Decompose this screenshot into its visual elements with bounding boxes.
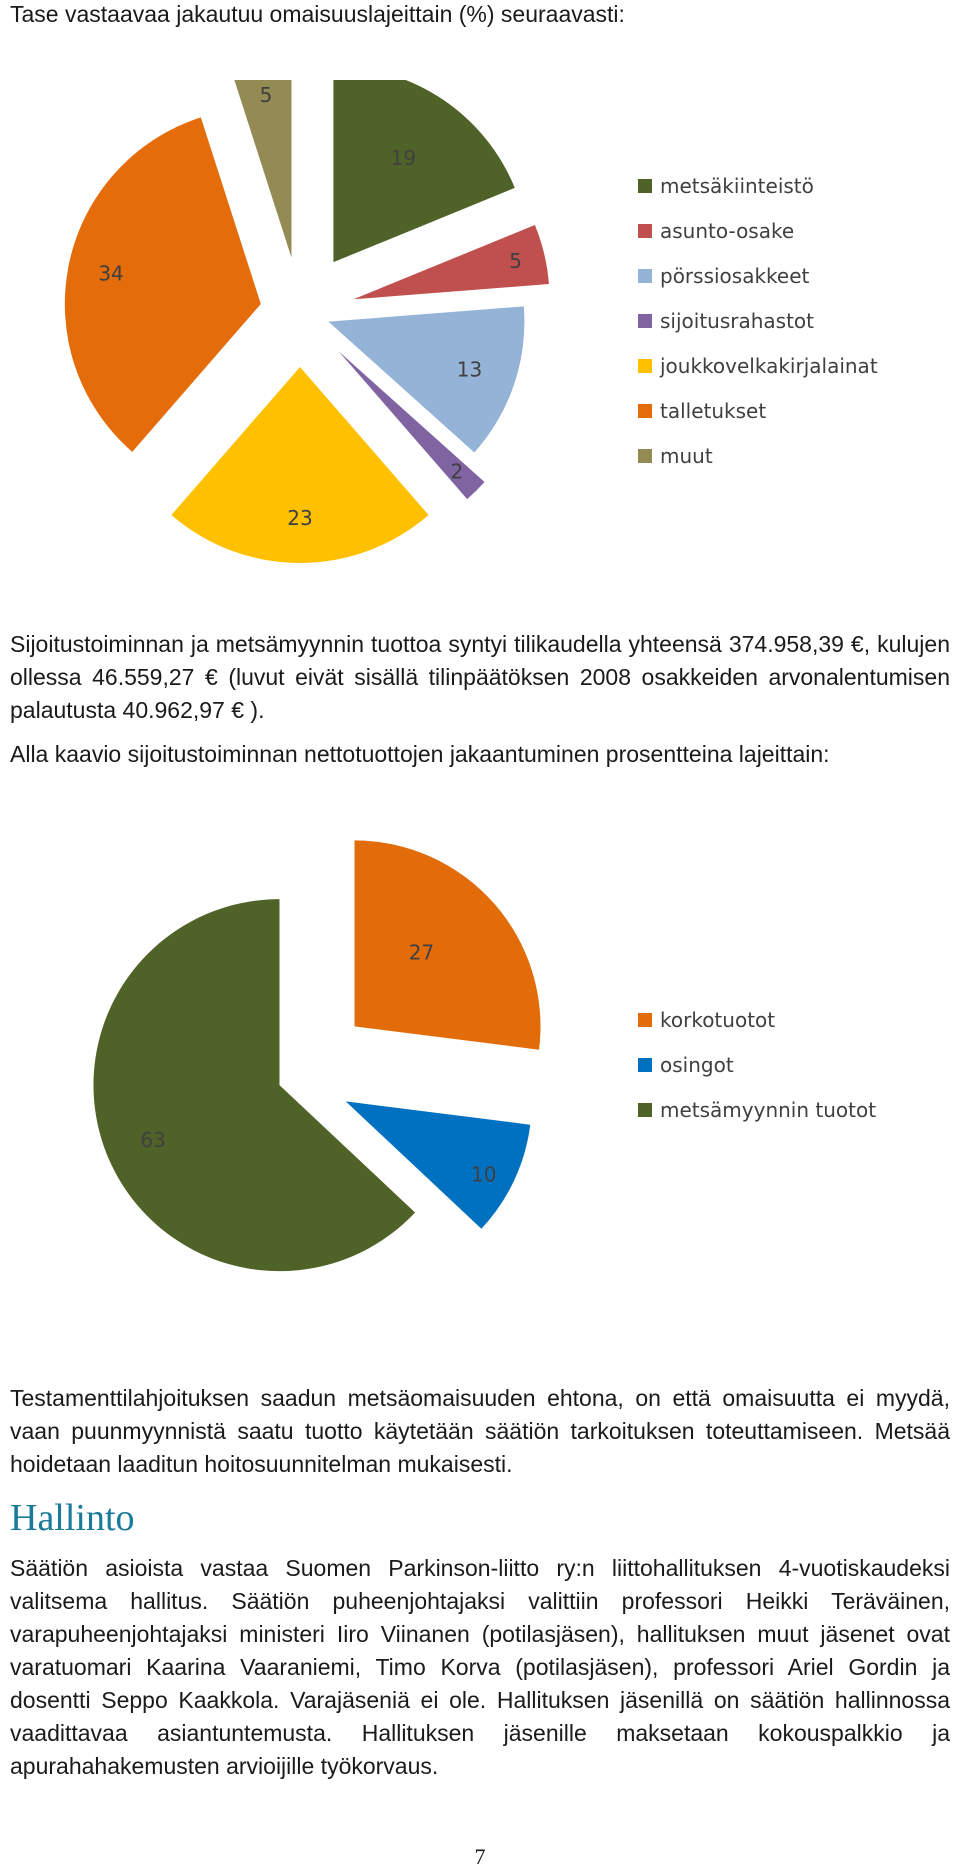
data-label-metsakiinteisto: 19 bbox=[390, 146, 417, 171]
pie-slice-korkotuotot bbox=[355, 840, 541, 1049]
paragraph-chart-intro: Alla kaavio sijoitustoiminnan nettotuottojen jakaantuminen prosentteina lajeittain: bbox=[10, 741, 830, 767]
data-label-metsamyynnin-tuotot: 63 bbox=[140, 1127, 166, 1152]
pie-slice-talletukset bbox=[65, 117, 261, 452]
legend-swatch-muut bbox=[638, 449, 652, 463]
legend-swatch-asunto-osake bbox=[638, 224, 652, 238]
legend-swatch-metsakiinteisto bbox=[638, 179, 652, 193]
legend-swatch-porssiosakkeet bbox=[638, 269, 652, 283]
pie-slice-metsakiinteisto bbox=[333, 80, 514, 262]
legend-item-metsakiinteisto: metsäkiinteistö bbox=[660, 174, 814, 198]
legend-item-metsamyynnin-tuotot: metsämyynnin tuotot bbox=[660, 1098, 877, 1122]
data-label-sijoitusrahastot: 2 bbox=[450, 459, 464, 484]
legend-swatch-metsamyynnin-tuotot bbox=[638, 1103, 652, 1117]
pie-slice-joukkovelkakirjalainat bbox=[171, 367, 428, 563]
paragraph-returns: Sijoitustoiminnan ja metsämyynnin tuottoa syntyi tilikaudella yhteensä 374.958,39 €, kulujen ollessa 46.559,27 € (luvut eivät sisällä tilinpäätöksen 2008 osakkeiden arvonalentumisen palautusta 40.962,97 € ). bbox=[10, 631, 950, 723]
legend-item-osingot: osingot bbox=[660, 1053, 734, 1077]
legend-item-muut: muut bbox=[660, 444, 713, 468]
pie-chart-asset-allocation bbox=[0, 80, 960, 640]
legend-item-joukkovelkakirjalainat: joukkovelkakirjalainat bbox=[660, 354, 878, 378]
data-label-osingot: 10 bbox=[471, 1162, 497, 1187]
legend-item-talletukset: talletukset bbox=[660, 399, 767, 423]
legend-item-sijoitusrahastot: sijoitusrahastot bbox=[660, 309, 815, 333]
data-label-asunto-osake: 5 bbox=[509, 248, 522, 273]
data-label-joukkovelkakirjalainat: 23 bbox=[287, 505, 313, 530]
intro-text: Tase vastaavaa jakautuu omaisuuslajeittain (%) seuraavasti: bbox=[10, 1, 625, 27]
legend-item-asunto-osake: asunto-osake bbox=[660, 219, 795, 243]
legend-item-korkotuotot: korkotuotot bbox=[660, 1008, 776, 1032]
legend-swatch-joukkovelkakirjalainat bbox=[638, 359, 652, 373]
data-label-porssiosakkeet: 13 bbox=[456, 357, 483, 382]
section-heading: Hallinto bbox=[10, 1497, 135, 1539]
pie-chart-net-returns bbox=[0, 830, 960, 1350]
data-label-muut: 5 bbox=[259, 83, 273, 108]
data-label-talletukset: 34 bbox=[98, 261, 124, 286]
legend-swatch-sijoitusrahastot bbox=[638, 314, 652, 328]
data-label-korkotuotot: 27 bbox=[408, 940, 435, 965]
legend-swatch-korkotuotot bbox=[638, 1013, 652, 1027]
page-number: 7 bbox=[474, 1844, 486, 1869]
legend-swatch-osingot bbox=[638, 1058, 652, 1072]
legend-swatch-talletukset bbox=[638, 404, 652, 418]
paragraph-forest-property: Testamenttilahjoituksen saadun metsäomaisuuden ehtona, on että omaisuutta ei myydä, vaan puunmyynnistä saatu tuotto käytetään säätiön tarkoituksen toteuttamiseen. Metsää hoidetaan laaditun hoitosuunnitelman mukaisesti. bbox=[10, 1385, 950, 1477]
legend-item-porssiosakkeet: pörssiosakkeet bbox=[660, 264, 810, 288]
paragraph-administration: Säätiön asioista vastaa Suomen Parkinson-liitto ry:n liittohallituksen 4-vuotiskaudeksi valitsema hallitus. Säätiön puheenjohtajaksi valittiin professori Heikki Teräväinen, varapuheenjohtajaksi ministeri Iiro Viinanen (potilasjäsen), hallituksen muut jäsenet ovat varatuomari Kaarina Vaaraniemi, Timo Korva (potilasjäsen), professori Ariel Gordin ja dosentti Seppo Kaakkola. Varajäseniä ei ole. Hallituksen jäsenillä on säätiön hallinnossa vaadittavaa asiantuntemusta. Hallituksen jäsenille maksetaan kokouspalkkio ja apurahahakemusten arvioijille työkorvaus. bbox=[10, 1555, 950, 1779]
